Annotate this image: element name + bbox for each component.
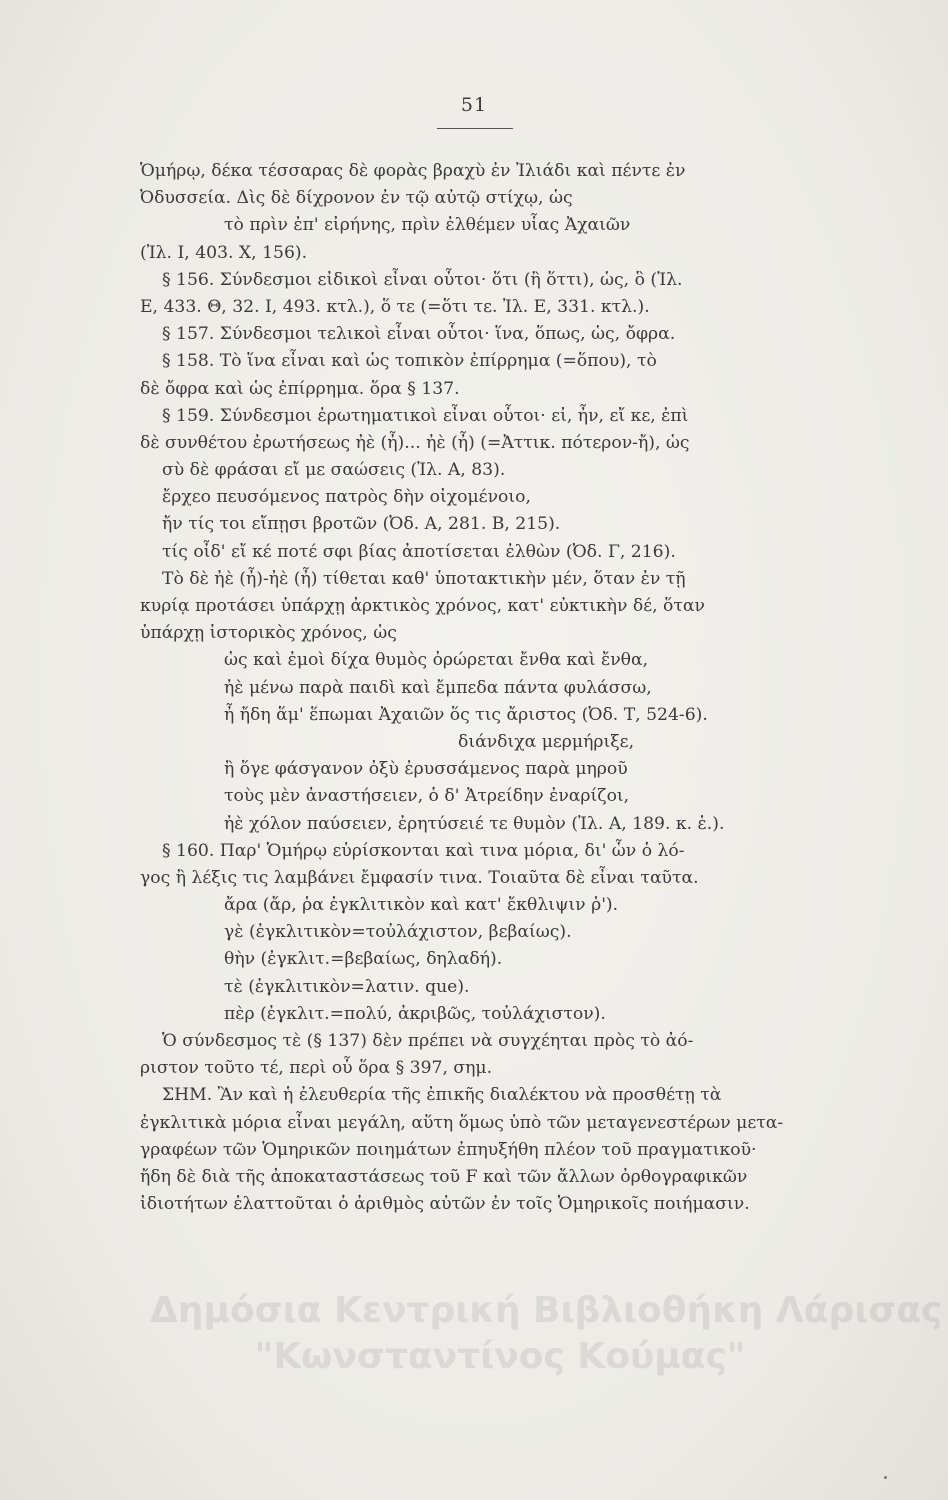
text-line: διάνδιχα μερμήριξε, <box>458 731 635 752</box>
text-line: ἰδιοτήτων ἐλαττοῦται ὁ ἀριθμὸς αὐτῶν ἐν τοῖς Ὁμηρικοῖς ποιήμασιν. <box>140 1194 750 1215</box>
text-line: Τὸ δὲ ἠὲ (ἦ)-ἠὲ (ἦ) τίθεται καθ' ὑποτακτικὴν μέν, ὅταν ἐν τῇ <box>162 568 686 589</box>
text-line: γὲ (ἐγκλιτικὸν=τοὐλάχιστον, βεβαίως). <box>224 922 572 943</box>
text-line: ΣΗΜ. Ἂν καὶ ἡ ἐλευθερία τῆς ἐπικῆς διαλέκτου νὰ προσθέτῃ τὰ <box>162 1085 722 1106</box>
text-line: ἤν τίς τοι εἴπῃσι βροτῶν (Ὀδ. Α, 281. Β, 215). <box>162 514 561 535</box>
text-line: ριστον τοῦτο τέ, περὶ οὗ ὅρα § 397, σημ. <box>140 1058 493 1079</box>
text-line: Ὀδυσσεία. Δὶς δὲ δίχρονον ἐν τῷ αὐτῷ στίχῳ, ὡς <box>140 188 573 209</box>
text-line: γραφέων τῶν Ὁμηρικῶν ποιημάτων ἐπηυξήθη πλέον τοῦ πραγματικοῦ· <box>140 1139 757 1160</box>
text-line: τὸ πρὶν ἐπ' εἰρήνης, πρὶν ἐλθέμεν υἷας Ἀχαιῶν <box>224 215 631 236</box>
text-line: τίς οἶδ' εἴ κέ ποτέ σφι βίας ἀποτίσεται ἐλθὼν (Ὀδ. Γ, 216). <box>162 541 676 562</box>
text-line: Ὁ σύνδεσμος τὲ (§ 137) δὲν πρέπει νὰ συγχέηται πρὸς τὸ ἀό- <box>162 1031 694 1051</box>
text-line: δὲ ὄφρα καὶ ὡς ἐπίρρημα. ὅρα § 137. <box>140 378 460 399</box>
text-line: ὡς καὶ ἐμοὶ δίχα θυμὸς ὀρώρεται ἔνθα καὶ ἔνθα, <box>224 650 649 671</box>
text-line: ἐγκλιτικὰ μόρια εἶναι μεγάλη, αὕτη ὅμως ὑπὸ τῶν μεταγενεστέρων μετα- <box>140 1112 784 1133</box>
text-line: ἦ ἤδη ἅμ' ἕπωμαι Ἀχαιῶν ὅς τις ἄριστος (Ὀδ. Τ, 524-6). <box>224 704 708 725</box>
body-text <box>140 158 820 1218</box>
page-number: 51 <box>460 94 488 116</box>
text-line: ὑπάρχῃ ἱστορικὸς χρόνος, ὡς <box>140 623 397 644</box>
text-line: § 160. Παρ' Ὁμήρῳ εὑρίσκονται καὶ τινα μόρια, δι' ὧν ὁ λό- <box>162 840 685 861</box>
library-watermark-line-2: "Κωνσταντίνος Κούμας" <box>254 1336 746 1377</box>
library-watermark-line-1: Δημόσια Κεντρική Βιβλιοθήκη Λάρισας <box>150 1290 943 1331</box>
text-line: ἔρχεο πευσόμενος πατρὸς δὴν οἰχομένοιο, <box>162 487 531 508</box>
text-line: δὲ συνθέτου ἐρωτήσεως ἠὲ (ἦ)... ἠὲ (ἦ) (=Ἀττικ. πότερον-ἤ), ὡς <box>140 432 690 453</box>
text-line: τοὺς μὲν ἀναστήσειεν, ὁ δ' Ἀτρείδην ἐναρίζοι, <box>224 786 630 807</box>
text-line: ἠὲ χόλον παύσειεν, ἐρητύσειέ τε θυμὸν (Ἰλ. Α, 189. κ. ἑ.). <box>224 813 725 834</box>
text-line: § 159. Σύνδεσμοι ἐρωτηματικοὶ εἶναι οὗτοι· εἰ, ἦν, εἴ κε, ἐπὶ <box>162 405 689 426</box>
text-line: σὺ δὲ φράσαι εἴ με σαώσεις (Ἰλ. Α, 83). <box>162 460 506 481</box>
text-line: πὲρ (ἐγκλιτ.=πολύ, ἀκριβῶς, τοὐλάχιστον). <box>224 1003 606 1024</box>
text-line: (Ἰλ. Ι, 403. Χ, 156). <box>140 242 308 263</box>
text-line: § 158. Τὸ ἵνα εἶναι καὶ ὡς τοπικὸν ἐπίρρημα (=ὅπου), τὸ <box>162 351 657 372</box>
text-line: γος ἢ λέξις τις λαμβάνει ἔμφασίν τινα. Τοιαῦτα δὲ εἶναι ταῦτα. <box>140 867 699 888</box>
text-line: § 156. Σύνδεσμοι εἰδικοὶ εἶναι οὗτοι· ὅτι (ἢ ὅττι), ὡς, ὃ (Ἰλ. <box>162 269 683 290</box>
paper-speck <box>884 1476 887 1479</box>
text-line: ἄρα (ἄρ, ῥα ἐγκλιτικὸν καὶ κατ' ἔκθλιψιν ῥ'). <box>224 895 619 916</box>
text-line: τὲ (ἐγκλιτικὸν=λατιν. que). <box>224 976 470 997</box>
text-line: ἤδη δὲ διὰ τῆς ἀποκαταστάσεως τοῦ F καὶ τῶν ἄλλων ὀρθογραφικῶν <box>140 1166 748 1187</box>
text-line: κυρίᾳ προτάσει ὑπάρχῃ ἀρκτικὸς χρόνος, κατ' εὐκτικὴν δέ, ὅταν <box>140 596 705 616</box>
text-line: ἢ ὅγε φάσγανον ὀξὺ ἐρυσσάμενος παρὰ μηροῦ <box>224 759 628 780</box>
text-line: Ε, 433. Θ, 32. Ι, 493. κτλ.), ὅ τε (=ὅτι τε. Ἰλ. Ε, 331. κτλ.). <box>140 296 650 317</box>
text-line: Ὁμήρῳ, δέκα τέσσαρας δὲ φορὰς βραχὺ ἐν Ἰλιάδι καὶ πέντε ἐν <box>140 161 686 181</box>
text-line: § 157. Σύνδεσμοι τελικοὶ εἶναι οὗτοι· ἵνα, ὅπως, ὡς, ὄφρα. <box>162 324 676 345</box>
text-line: ἠὲ μένω παρὰ παιδὶ καὶ ἔμπεδα πάντα φυλάσσω, <box>224 677 652 698</box>
text-line: θὴν (ἐγκλιτ.=βεβαίως, δηλαδή). <box>224 949 503 970</box>
header-rule <box>437 128 513 129</box>
